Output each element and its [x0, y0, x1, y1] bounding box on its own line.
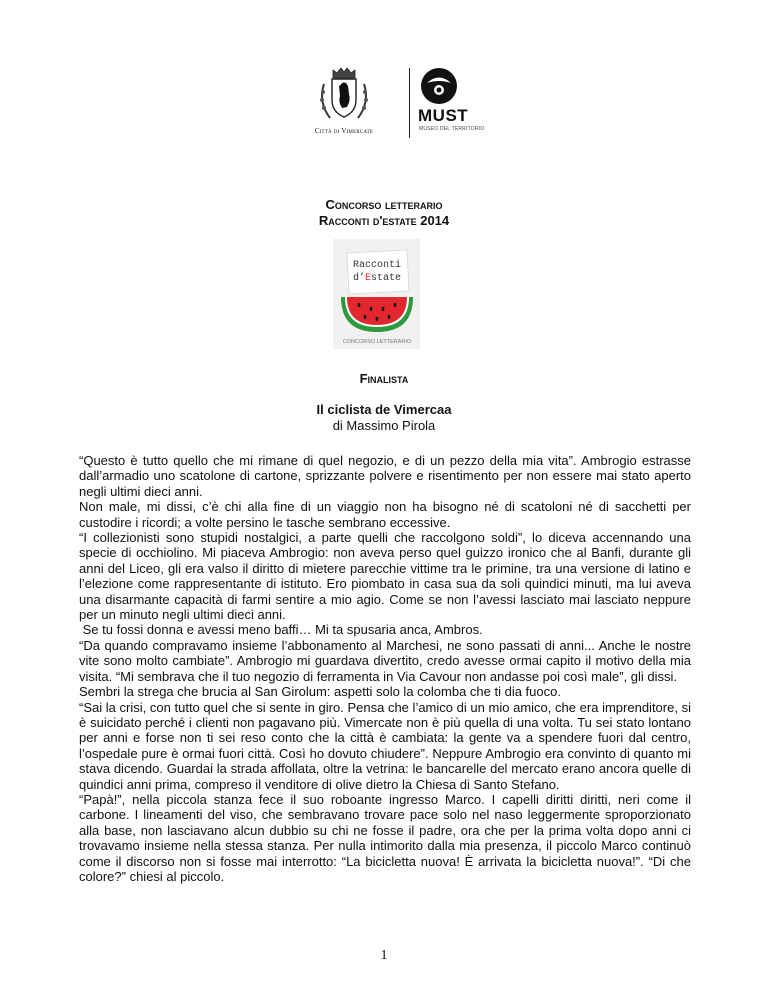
- status-label: Finalista: [359, 371, 409, 386]
- story-title: Il ciclista de Vimercaa: [316, 402, 452, 417]
- racconti-estate-badge: [333, 239, 420, 349]
- museum-subtitle: MUSEO DEL TERRITORIO: [419, 126, 485, 132]
- story-paragraph: Se tu fossi donna e avessi meno baffi… Mi ta spusaria anca, Ambros.: [79, 622, 483, 638]
- logo-divider: [409, 68, 410, 138]
- story-body: [79, 453, 691, 884]
- story-paragraph: Non male, mi dissi, c’è chi alla fine di un viaggio non ha bisogno né di scatoloni né di sacchetti per custodire i ricordi; a volte persino le tasche sembrano eccessive.: [79, 499, 691, 530]
- story-paragraph: “I collezionisti sono stupidi nostalgici, a parte quelli che raccolgono soldi”, lo diceva accennando una specie di occhiolino. Mi piaceva Ambrogio: non aveva perso quel guizzo ironico che al Banfi, durante gli anni del Liceo, gli era valso il diritto di mietere parecchie vittime tra le primine, tra una versione di latino e l’elezione come rappresentante di istituto. Ero piombato in casa sua da soli quindici minuti, ma lui aveva una disarmante capacità di farmi sentire a mio agio. Come se non l’avessi lasciato mai lasciato neppure per un minuto negli ultimi dieci anni.: [79, 530, 691, 623]
- page-number: 1: [380, 948, 388, 963]
- contest-title: Concorso letterario: [325, 197, 443, 212]
- story-paragraph: Sembri la strega che brucia al San Girolum: aspetti solo la colomba che ti dia fuoco.: [79, 684, 561, 700]
- badge-word-racconti: Racconti: [352, 260, 402, 271]
- story-paragraph: “Da quando compravamo insieme l’abbonamento al Marchesi, ne sono passati di anni... Anche le nostre vite sono molto cambiate”. Ambrogio mi guardava divertito, credo avesse ormai capito il motivo della mia visita. “Mi sembrava che il tuo negozio di ferramenta in Via Cavour non andasse poi così male”, gli dissi.: [79, 637, 691, 684]
- story-paragraph: “Sai la crisi, con tutto quel che si sente in giro. Pensa che l’amico di un mio amico, che era imprenditore, si è suicidato perché i clienti non pagavano più. Vimercate non è più quella di una volta. Tu sei stato lontano per anni e forse non ti sei reso conto che la città è cambiata: la gente va a spendere fuori dal centro, l’ospedale pure è ormai fuori città. Così ho dovuto chiudere”. Neppure Ambrogio era convinto di quanto mi stava dicendo. Guardai la strada affollata, oltre la vetrina: le bancarelle del mercato erano ancora quelle di quindici anni prima, compreso il venditore di olive dietro la Chiesa di Santo Stefano.: [79, 699, 691, 792]
- city-crest: [296, 64, 392, 142]
- must-logo: [418, 66, 498, 142]
- header-logos: [296, 64, 496, 142]
- contest-subtitle: Racconti d'estate 2014: [318, 213, 450, 228]
- story-paragraph: “Papà!”, nella piccola stanza fece il suo roboante ingresso Marco. I capelli diritti diritti, neri come il carbone. I lineamenti del viso, che sembravano trovare pace solo nel naso leggermente sproporzionato alla base, non lasciavano alcun dubbio su chi ne fosse il padre, ora che per la prima volta dopo anni ci trovavamo insieme nella stessa stanza. Per nulla intimorito dalla mia presenza, il piccolo Marco continuò come il discorso non si fosse mai interrotto: “La bicicletta nuova! È arrivata la bicicletta nuova!”. “Di che colore?” chiesi al piccolo.: [79, 791, 691, 884]
- must-eye-icon: [419, 66, 459, 106]
- story-paragraph: “Questo è tutto quello che mi rimane di quel negozio, e di un pezzo della mia vita”. Ambrogio estrasse dall’armadio uno scatolone di cartone, sprizzante polvere e risentimento per non essere mai stato aperto negli ultimi dieci anni.: [79, 453, 691, 499]
- badge-caption: CONCORSO LETTERARIO: [342, 339, 412, 345]
- watermelon-badge-icon: [333, 239, 420, 349]
- city-name-label: Città di Vimercate: [314, 127, 374, 135]
- badge-word-estate: d’Estate: [352, 273, 402, 284]
- city-crest-icon: [314, 64, 374, 124]
- story-author: di Massimo Pirola: [332, 418, 436, 433]
- museum-name: MUST: [418, 106, 469, 125]
